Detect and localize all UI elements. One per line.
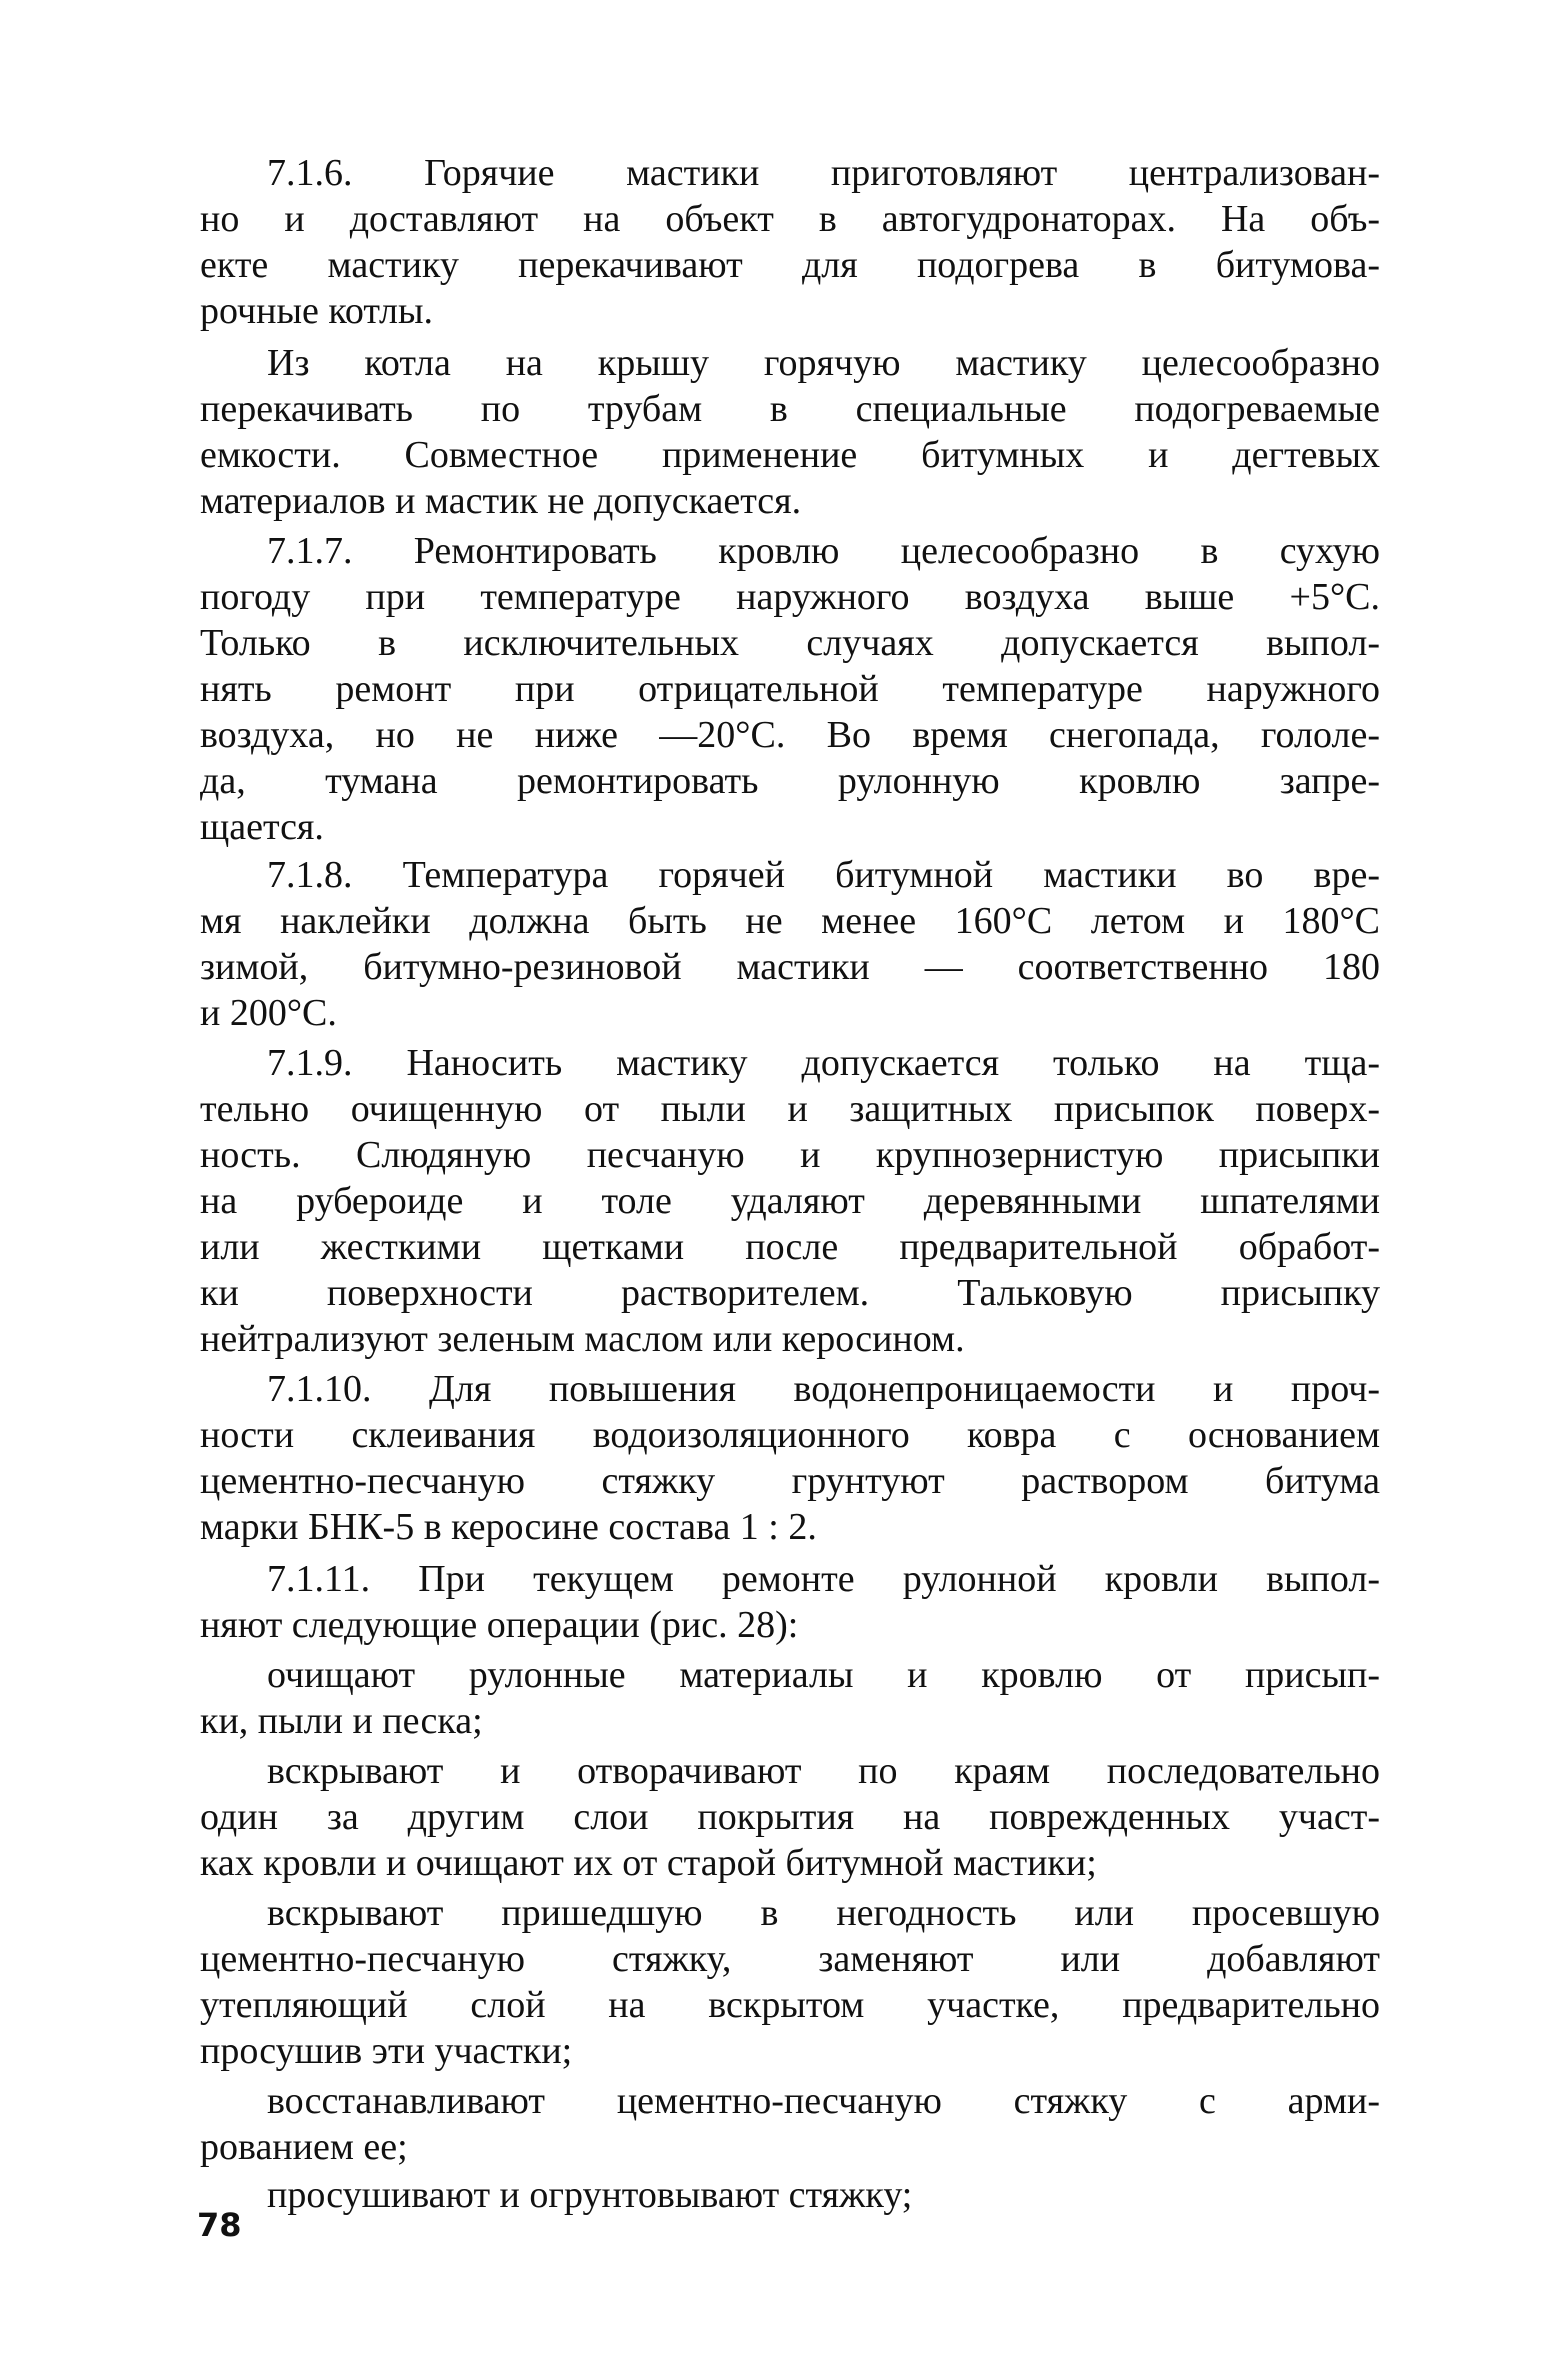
text-line: емкости. Совместное применение битумных и дегтевых <box>200 434 1380 476</box>
text-line: ки поверхности растворителем. Тальковую присыпку <box>200 1272 1380 1314</box>
text-line: Только в исключительных случаях допускается выпол- <box>200 622 1380 664</box>
text-line: погоду при температуре наружного воздуха выше +5°С. <box>200 576 1380 618</box>
text-line: ность. Слюдяную песчаную и крупнозернистую присыпки <box>200 1134 1380 1176</box>
text-line: няют следующие операции (рис. 28): <box>200 1604 799 1646</box>
text-line: 7.1.6. Горячие мастики приготовляют централизован- <box>267 152 1380 194</box>
text-line: щается. <box>200 806 324 848</box>
text-line: 7.1.8. Температура горячей битумной мастики во вре- <box>267 854 1380 896</box>
text-line: марки БНК-5 в керосине состава 1 : 2. <box>200 1506 817 1548</box>
text-line: вскрывают пришедшую в негодность или просевшую <box>267 1892 1380 1934</box>
text-line: да, тумана ремонтировать рулонную кровлю запре- <box>200 760 1380 802</box>
text-line: вскрывают и отворачивают по краям последовательно <box>267 1750 1380 1792</box>
text-line: 7.1.7. Ремонтировать кровлю целесообразно в сухую <box>267 530 1380 572</box>
text-line: на рубероиде и толе удаляют деревянными шпателями <box>200 1180 1380 1222</box>
text-line: очищают рулонные материалы и кровлю от присып- <box>267 1654 1380 1696</box>
text-line: 7.1.10. Для повышения водонепроницаемости и проч- <box>267 1368 1380 1410</box>
text-line: рочные котлы. <box>200 290 434 332</box>
text-line: нять ремонт при отрицательной температуре наружного <box>200 668 1380 710</box>
text-line: перекачивать по трубам в специальные подогреваемые <box>200 388 1380 430</box>
text-line: но и доставляют на объект в автогудронаторах. На объ- <box>200 198 1380 240</box>
text-line: и 200°С. <box>200 992 337 1034</box>
text-line: 7.1.11. При текущем ремонте рулонной кровли выпол- <box>267 1558 1380 1600</box>
page-number: 78 <box>197 2206 242 2244</box>
text-line: материалов и мастик не допускается. <box>200 480 802 522</box>
text-line: ки, пыли и песка; <box>200 1700 483 1742</box>
text-line: цементно-песчаную стяжку, заменяют или добавляют <box>200 1938 1380 1980</box>
text-line: ности склеивания водоизоляционного ковра с основанием <box>200 1414 1380 1456</box>
text-line: 7.1.9. Наносить мастику допускается только на тща- <box>267 1042 1380 1084</box>
text-line: воздуха, но не ниже —20°С. Во время снегопада, гололе- <box>200 714 1380 756</box>
text-line: екте мастику перекачивают для подогрева в битумова- <box>200 244 1380 286</box>
text-line: Из котла на крышу горячую мастику целесообразно <box>267 342 1380 384</box>
text-line: мя наклейки должна быть не менее 160°С летом и 180°С <box>200 900 1380 942</box>
text-line: ках кровли и очищают их от старой битумной мастики; <box>200 1842 1097 1884</box>
text-line: просушив эти участки; <box>200 2030 573 2072</box>
text-line: просушивают и огрунтовывают стяжку; <box>267 2174 913 2216</box>
text-line: зимой, битумно-резиновой мастики — соответственно 180 <box>200 946 1380 988</box>
text-line: цементно-песчаную стяжку грунтуют раствором битума <box>200 1460 1380 1502</box>
text-line: один за другим слои покрытия на поврежденных участ- <box>200 1796 1380 1838</box>
text-line: тельно очищенную от пыли и защитных присыпок поверх- <box>200 1088 1380 1130</box>
text-line: утепляющий слой на вскрытом участке, предварительно <box>200 1984 1380 2026</box>
text-line: восстанавливают цементно-песчаную стяжку с арми- <box>267 2080 1380 2122</box>
text-line: или жесткими щетками после предварительной обработ- <box>200 1226 1380 1268</box>
text-line: нейтрализуют зеленым маслом или керосином. <box>200 1318 965 1360</box>
text-line: рованием ее; <box>200 2126 408 2168</box>
